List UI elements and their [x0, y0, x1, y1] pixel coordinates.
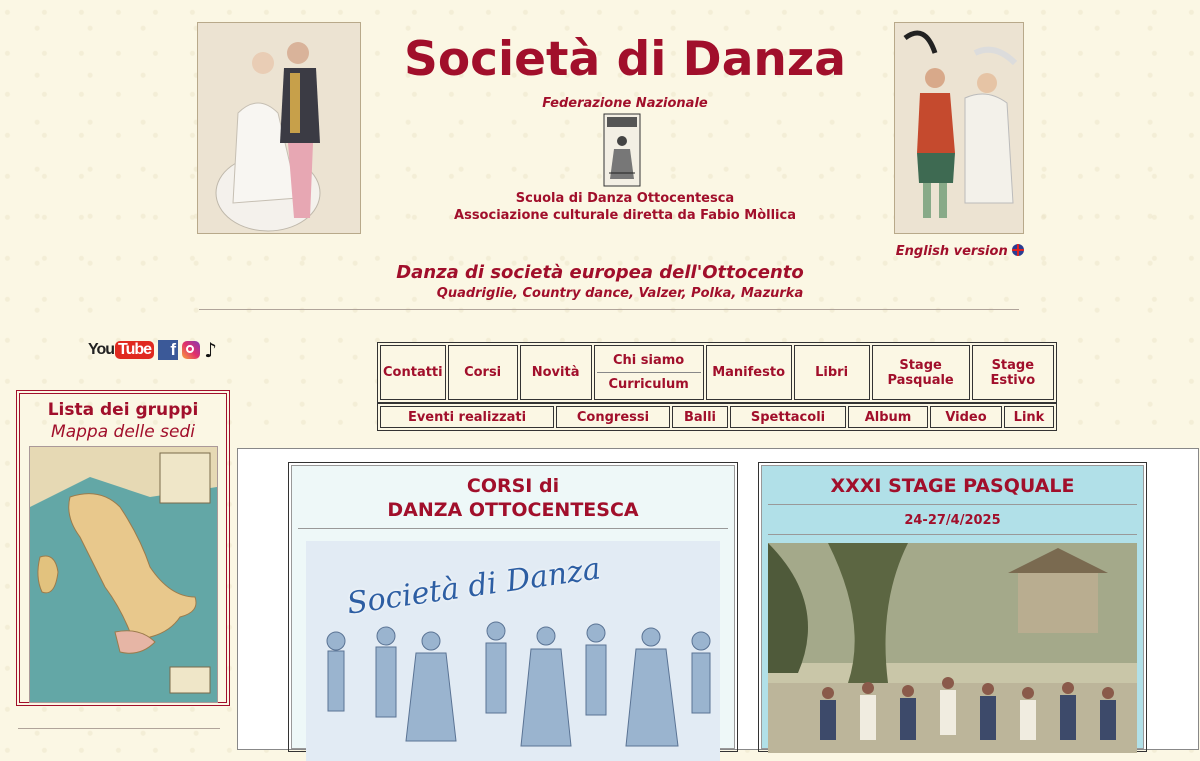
nav-album[interactable]: Album — [848, 406, 928, 428]
facebook-icon[interactable]: f — [158, 340, 178, 360]
english-version-label[interactable]: English version — [895, 244, 1008, 259]
school-name: Scuola di Danza Ottocentesca — [515, 191, 735, 206]
federation-emblem — [603, 113, 641, 187]
courses-card-divider — [298, 528, 728, 529]
uk-flag-icon — [1012, 244, 1024, 256]
courses-card-image[interactable] — [306, 541, 720, 761]
instagram-icon[interactable] — [182, 341, 200, 359]
easter-stage-dates: 24-27/4/2025 — [904, 513, 1001, 528]
nav-balli[interactable]: Balli — [672, 406, 728, 428]
nav-manifesto[interactable]: Manifesto — [706, 345, 792, 400]
site-title: Società di Danza — [404, 32, 846, 87]
easter-stage-divider-2 — [768, 534, 1137, 535]
nav-link[interactable]: Link — [1004, 406, 1054, 428]
map-of-locations-link[interactable]: Mappa delle sedi — [51, 422, 195, 442]
secondary-nav — [377, 403, 1057, 431]
nav-separator — [597, 372, 701, 373]
nav-chi-siamo-cell — [594, 345, 704, 400]
groups-list-link[interactable]: Lista dei gruppi — [47, 400, 199, 420]
page-subtitle: Danza di società europea dell'Ottocento — [396, 262, 804, 283]
tiktok-icon[interactable]: ♪ — [204, 338, 217, 362]
nav-congressi[interactable]: Congressi — [556, 406, 670, 428]
primary-nav — [377, 342, 1057, 403]
dance-list: Quadriglie, Country dance, Valzer, Polka, Mazurka — [436, 286, 804, 301]
nav-eventi-realizzati[interactable]: Eventi realizzati — [380, 406, 554, 428]
english-version-link[interactable] — [880, 244, 1040, 259]
italy-map[interactable] — [29, 446, 218, 703]
nav-corsi[interactable]: Corsi — [448, 345, 518, 400]
nav-contatti[interactable]: Contatti — [380, 345, 446, 400]
easter-stage-image[interactable] — [768, 543, 1137, 753]
easter-stage-divider — [768, 504, 1137, 505]
youtube-icon[interactable]: You Tube — [88, 341, 154, 359]
sidebar-divider — [18, 728, 220, 729]
header-divider — [199, 309, 1019, 310]
easter-stage-title[interactable]: XXXI STAGE PASQUALE — [830, 475, 1075, 497]
nav-stage-pasquale[interactable]: Stage Pasquale — [872, 345, 970, 400]
nav-curriculum[interactable]: Curriculum — [608, 377, 689, 392]
nav-chi-siamo[interactable]: Chi siamo — [612, 353, 685, 368]
federation-label: Federazione Nazionale — [542, 96, 708, 111]
nav-video[interactable]: Video — [930, 406, 1002, 428]
nav-libri[interactable]: Libri — [794, 345, 870, 400]
nav-novita[interactable]: Novità — [520, 345, 592, 400]
easter-stage-card — [758, 462, 1147, 752]
courses-card-title[interactable]: CORSI di DANZA OTTOCENTESCA — [387, 475, 639, 521]
courses-card — [288, 462, 738, 752]
association-label: Associazione culturale diretta da Fabio Mòllica — [454, 208, 796, 223]
courses-image-caption: Società di Danza — [344, 551, 603, 622]
nav-spettacoli[interactable]: Spettacoli — [730, 406, 846, 428]
social-links — [88, 338, 217, 362]
nav-stage-estivo[interactable]: Stage Estivo — [972, 345, 1054, 400]
